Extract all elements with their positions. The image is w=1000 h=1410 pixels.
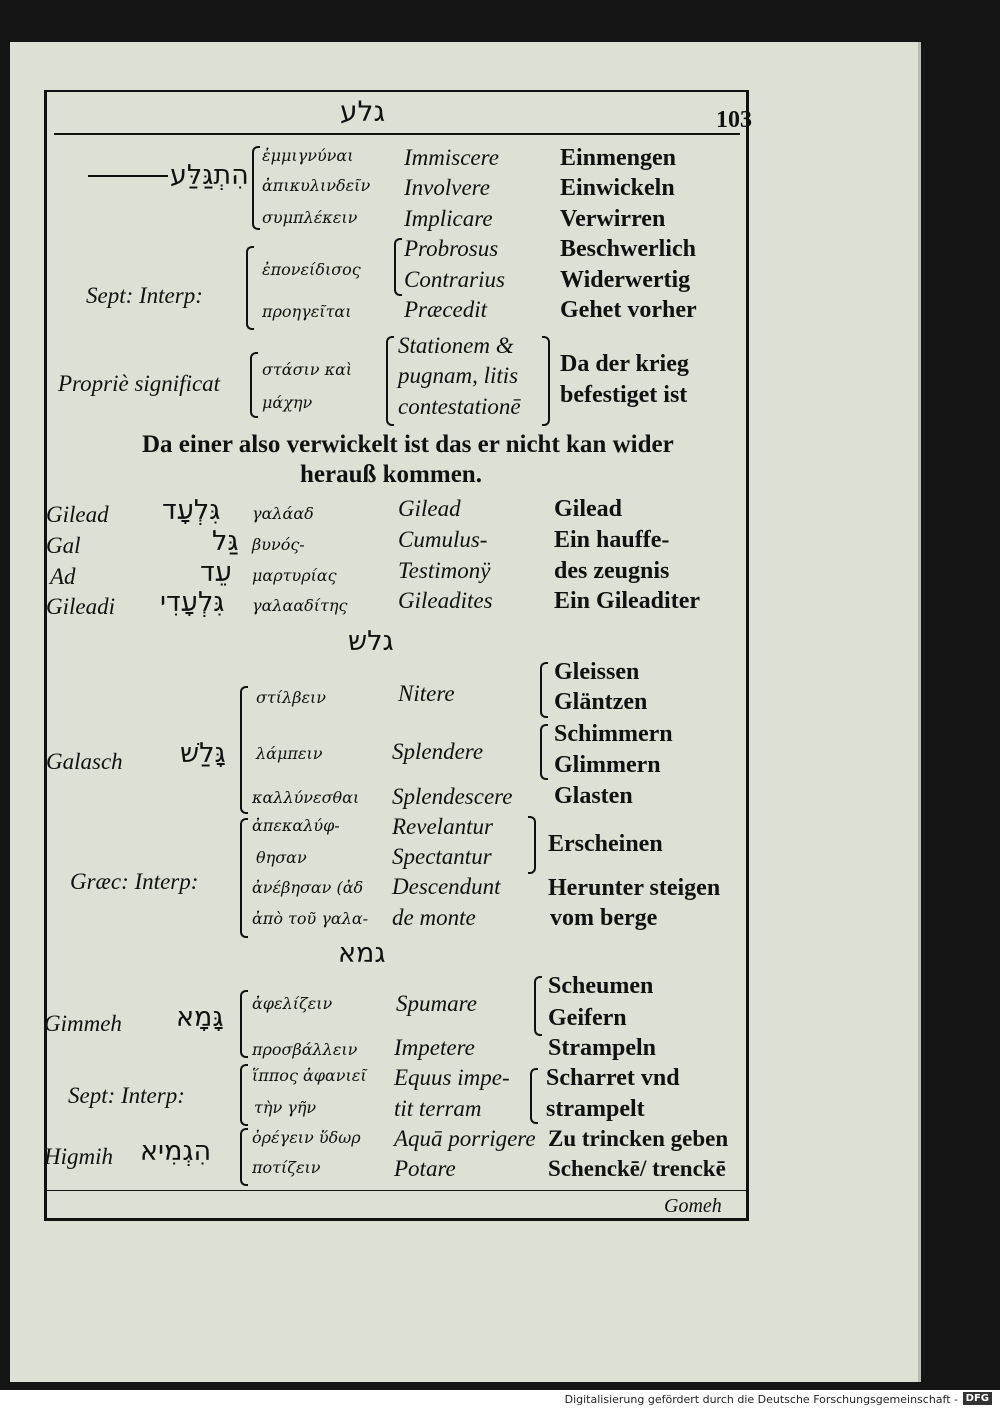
row-ad-german: des zeugnis xyxy=(554,558,670,584)
row-gilead-greek: γαλάαδ xyxy=(252,504,314,523)
latin-4-2: Splendere xyxy=(392,739,484,764)
brace xyxy=(240,990,248,1058)
row-ad-hebrew: עֵד xyxy=(200,557,232,588)
latin-4-3: Splendescere xyxy=(392,784,513,809)
greek-5-1: ἀπεκαλύφ- xyxy=(252,816,340,835)
label-proprie-significat: Propriè significat xyxy=(58,371,221,396)
german-4-4: Glimmern xyxy=(554,752,661,778)
greek-3-2: μάχην xyxy=(262,393,313,412)
row-gileadi-name: Gileadi xyxy=(46,594,115,619)
german-5-3: vom berge xyxy=(550,905,658,931)
lead-dash xyxy=(88,175,168,177)
latin-3-2: pugnam, litis xyxy=(398,363,519,388)
footer-credit: Digitalisierung gefördert durch die Deutsche Forschungsgemeinschaft - xyxy=(564,1393,958,1406)
brace xyxy=(540,662,548,718)
german-6-1: Scheumen xyxy=(548,973,654,999)
greek-3-1: στάσιν καὶ xyxy=(262,360,353,379)
brace-right xyxy=(528,816,536,874)
german-8-1: Zu trincken geben xyxy=(548,1126,729,1151)
label-sept-interp-2: Sept: Interp: xyxy=(68,1083,185,1108)
row-gal-name: Gal xyxy=(46,533,81,558)
row-gileadi-german: Ein Gileaditer xyxy=(554,588,700,614)
german-2-3: Gehet vorher xyxy=(560,297,697,323)
row-gal-greek: βυνός- xyxy=(252,535,305,554)
brace xyxy=(386,336,394,426)
section-heading-glsh: גלש xyxy=(348,626,394,657)
german-6-3: Strampeln xyxy=(548,1035,656,1061)
german-7-1: Scharret vnd xyxy=(546,1065,680,1091)
frame-top-rule xyxy=(44,90,749,92)
latin-2-1: Probrosus xyxy=(404,236,499,261)
row-gilead-latin: Gilead xyxy=(398,496,461,521)
latin-8-1: Aquā porrigere xyxy=(394,1126,536,1151)
brace xyxy=(240,818,248,938)
latin-1-2: Involvere xyxy=(404,175,490,200)
latin-5-1: Revelantur xyxy=(392,814,493,839)
latin-6-1: Spumare xyxy=(396,991,477,1016)
brace xyxy=(394,238,402,296)
german-5-2: Herunter steigen xyxy=(548,875,721,901)
brace xyxy=(540,724,548,780)
german-5-1: Erscheinen xyxy=(548,831,663,857)
greek-1-1: ἐμμιγνύναι xyxy=(262,146,354,165)
row-gilead-german: Gilead xyxy=(554,496,623,522)
german-3-2: befestiget ist xyxy=(560,382,688,408)
german-4-2: Gläntzen xyxy=(554,689,648,715)
latin-7-2: tit terram xyxy=(394,1096,482,1121)
german-4-3: Schimmern xyxy=(554,721,673,747)
brace-right xyxy=(542,336,550,426)
row-ad-greek: μαρτυρίας xyxy=(252,566,337,585)
row-gilead-name: Gilead xyxy=(46,502,109,527)
german-2-1: Beschwerlich xyxy=(560,236,696,262)
label-graec-interp: Græc: Interp: xyxy=(70,869,199,894)
greek-4-1: στίλβειν xyxy=(256,688,327,707)
greek-5-2: θησαν xyxy=(256,848,307,867)
hebrew-hitgalla: הִתְגַּלַּע xyxy=(170,160,249,191)
section-heading-gma: גמא xyxy=(338,938,386,969)
greek-7-1: ἵππος ἀφανιεῖ xyxy=(252,1066,367,1085)
latin-7-1: Equus impe- xyxy=(394,1065,510,1090)
latin-2-3: Præcedit xyxy=(404,297,488,322)
frame-catch-rule xyxy=(44,1190,749,1191)
greek-1-3: συμπλέκειν xyxy=(262,208,358,227)
brace xyxy=(240,686,248,814)
footer-bar xyxy=(0,1390,1000,1410)
frame-bottom-rule xyxy=(44,1218,749,1221)
running-head-hebrew: גלע xyxy=(340,95,385,128)
greek-2-2: προηγεῖται xyxy=(262,302,352,321)
greek-6-2: προσβάλλειν xyxy=(252,1040,358,1059)
row-gal-hebrew: גַּל xyxy=(212,526,239,557)
german-2-2: Widerwertig xyxy=(560,267,691,293)
latin-5-3: Descendunt xyxy=(392,874,501,899)
label-galasch: Galasch xyxy=(46,749,123,774)
frame-left-rule xyxy=(44,90,47,1220)
german-3-1: Da der krieg xyxy=(560,351,689,377)
german-6-2: Geifern xyxy=(548,1005,627,1031)
german-1-2: Einwickeln xyxy=(560,175,675,201)
latin-3-1: Stationem & xyxy=(398,333,514,358)
greek-8-1: ὀρέγειν ὕδωρ xyxy=(252,1128,361,1147)
brace xyxy=(240,1064,248,1126)
latin-5-4: de monte xyxy=(392,905,476,930)
row-gileadi-latin: Gileadites xyxy=(398,588,493,613)
dfg-logo: DFG xyxy=(963,1392,992,1405)
brace xyxy=(530,1068,538,1124)
row-gal-latin: Cumulus- xyxy=(398,527,488,552)
german-7-2: strampelt xyxy=(546,1096,645,1122)
hebrew-galasch: גָּלַשׁ xyxy=(180,738,226,769)
greek-6-1: ἀφελίζειν xyxy=(252,994,333,1013)
brace xyxy=(250,352,258,418)
brace xyxy=(246,246,254,330)
label-gimmeh: Gimmeh xyxy=(44,1011,122,1036)
row-ad-latin: Testimonÿ xyxy=(398,558,491,583)
german-1-3: Verwirren xyxy=(560,206,666,232)
catchword: Gomeh xyxy=(664,1195,722,1217)
label-sept-interp: Sept: Interp: xyxy=(86,283,203,308)
brace xyxy=(240,1128,248,1186)
frame-right-rule xyxy=(746,90,749,1220)
greek-4-3: καλλύνεσθαι xyxy=(252,788,360,807)
label-higmih: Higmih xyxy=(44,1144,113,1169)
latin-6-2: Impetere xyxy=(394,1035,475,1060)
sentence-line-2: herauß kommen. xyxy=(300,461,482,488)
sentence-line-1: Da einer also verwickelt ist das er nicht kan wider xyxy=(142,431,674,458)
page-number: 103 xyxy=(716,107,752,133)
greek-5-3: ἀνέβησαν (ἀδ xyxy=(252,878,364,897)
greek-7-2: τὴν γῆν xyxy=(254,1098,317,1117)
row-gal-german: Ein hauffe- xyxy=(554,527,670,553)
greek-8-2: ποτίζειν xyxy=(252,1158,321,1177)
latin-5-2: Spectantur xyxy=(392,844,492,869)
german-4-5: Glasten xyxy=(554,783,633,809)
german-1-1: Einmengen xyxy=(560,145,677,171)
row-ad-name: Ad xyxy=(50,564,76,589)
hebrew-higmih: הִגְמִיא xyxy=(140,1136,212,1167)
row-gileadi-greek: γαλααδίτης xyxy=(252,596,348,615)
hebrew-gimmeh: גָּמָא xyxy=(176,1002,224,1033)
greek-4-2: λάμπειν xyxy=(256,744,323,763)
latin-8-2: Potare xyxy=(394,1156,456,1181)
latin-2-2: Contrarius xyxy=(404,267,505,292)
brace xyxy=(534,976,542,1036)
latin-1-1: Immiscere xyxy=(404,145,499,170)
greek-2-1: ἐπονείδισος xyxy=(262,260,361,279)
latin-3-3: contestationē xyxy=(398,394,521,419)
row-gileadi-hebrew: גִּלְעָדִי xyxy=(160,587,225,618)
frame-headline-rule xyxy=(54,133,740,135)
brace xyxy=(252,146,260,230)
german-8-2: Schenckē/ trenckē xyxy=(548,1156,726,1181)
row-gilead-hebrew: גִּלְעָד xyxy=(162,495,221,526)
greek-5-4: ἀπὸ τοῦ γαλα- xyxy=(252,909,369,928)
latin-4-1: Nitere xyxy=(398,681,455,706)
latin-1-3: Implicare xyxy=(404,206,493,231)
german-4-1: Gleissen xyxy=(554,659,640,685)
greek-1-2: ἀπικυλινδεῖν xyxy=(262,176,371,195)
